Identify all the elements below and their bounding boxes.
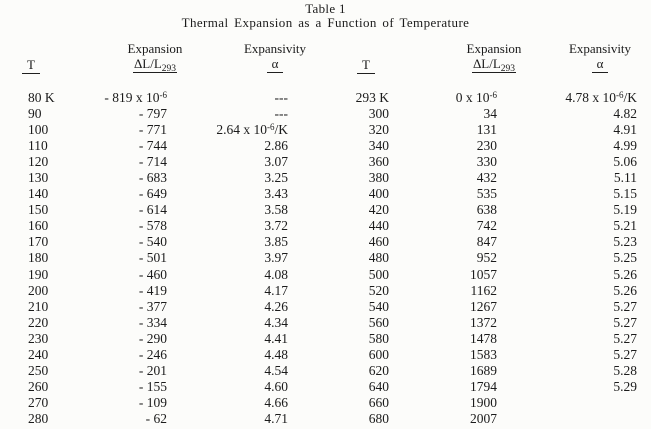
- right-expansivity-symbol-label: α: [592, 57, 609, 73]
- table-row: [28, 138, 288, 154]
- cell-temperature: 80 K: [28, 90, 55, 106]
- table-row: [28, 154, 288, 170]
- cell-expansion: - 201: [138, 362, 167, 378]
- cell-expansivity: 4.66: [264, 394, 288, 410]
- cell-expansivity: 3.72: [264, 218, 288, 234]
- cell-expansivity: ---: [274, 90, 288, 106]
- cell-temperature: 200: [28, 282, 49, 298]
- cell-expansion: 638: [476, 202, 497, 218]
- cell-expansion: 432: [476, 170, 497, 186]
- left-expansivity-header: Expansivity: [243, 41, 307, 56]
- cell-temperature: 140: [28, 186, 49, 202]
- cell-expansion: - 377: [138, 298, 167, 314]
- cell-expansivity: 4.99: [613, 138, 637, 154]
- left-expansion-header: Expansion: [127, 41, 183, 56]
- cell-temperature: 640: [368, 378, 389, 394]
- table-title: Table 1: [305, 1, 346, 16]
- table-row: [28, 347, 288, 363]
- cell-expansivity: 4.34: [264, 314, 288, 330]
- cell-expansivity: ---: [274, 106, 288, 122]
- table-row: [28, 90, 288, 106]
- cell-temperature: 250: [28, 362, 49, 378]
- cell-temperature: 280: [28, 410, 49, 426]
- right-expansivity-symbol: [550, 57, 650, 73]
- right-expansion-header: Expansion: [466, 41, 522, 56]
- cell-expansion: - 578: [138, 218, 167, 234]
- cell-expansivity: 4.17: [264, 282, 288, 298]
- cell-expansivity: 5.26: [613, 266, 637, 282]
- table-row: [28, 186, 288, 202]
- cell-temperature: 120: [28, 154, 49, 170]
- cell-expansivity: 3.07: [264, 154, 288, 170]
- cell-expansion: - 334: [138, 314, 167, 330]
- table-row: [28, 122, 288, 138]
- cell-temperature: 240: [28, 346, 49, 362]
- cell-expansion: 34: [483, 106, 497, 122]
- left-temperature-header-label: T: [22, 58, 40, 74]
- cell-expansivity: 3.97: [264, 250, 288, 266]
- table-row: [330, 202, 637, 218]
- cell-temperature: 580: [368, 330, 389, 346]
- left-expansion-symbol: [105, 57, 205, 73]
- cell-expansion: 1900: [470, 394, 497, 410]
- cell-temperature: 180: [28, 250, 49, 266]
- table-row: [330, 234, 637, 250]
- table-row: [330, 122, 637, 138]
- cell-temperature: 170: [28, 234, 49, 250]
- cell-temperature: 210: [28, 298, 49, 314]
- cell-temperature: 340: [368, 138, 389, 154]
- cell-temperature: 660: [368, 394, 389, 410]
- right-temperature-header: [352, 58, 380, 74]
- table-row: [330, 170, 637, 186]
- cell-temperature: 300: [368, 106, 389, 122]
- cell-expansivity: 5.28: [613, 362, 637, 378]
- table-row: [28, 299, 288, 315]
- table-row: [28, 250, 288, 266]
- cell-temperature: 150: [28, 202, 49, 218]
- cell-temperature: 100: [28, 122, 49, 138]
- table-row: [28, 315, 288, 331]
- cell-expansivity: 2.64 x $10^{-6}/K$: [216, 122, 288, 138]
- table-row: [28, 106, 288, 122]
- cell-temperature: 160: [28, 218, 49, 234]
- cell-expansivity: 2.86: [264, 138, 288, 154]
- cell-expansion: - 714: [138, 154, 167, 170]
- right-expansivity-header: Expansivity: [568, 41, 632, 56]
- table-row: [330, 267, 637, 283]
- cell-temperature: 320: [368, 122, 389, 138]
- cell-expansivity: 4.08: [264, 266, 288, 282]
- cell-expansivity: 3.25: [264, 170, 288, 186]
- cell-temperature: 380: [368, 170, 389, 186]
- cell-temperature: 260: [28, 378, 49, 394]
- table-row: [330, 299, 637, 315]
- cell-expansivity: 5.23: [613, 234, 637, 250]
- table-row: [330, 90, 637, 106]
- cell-expansivity: 5.19: [613, 202, 637, 218]
- table-row: [330, 411, 637, 427]
- right-temperature-header-label: T: [357, 58, 375, 74]
- cell-expansion: 0 x $10^{-6}$: [455, 90, 497, 106]
- cell-expansivity: 5.11: [613, 170, 637, 186]
- table-row: [28, 283, 288, 299]
- cell-expansivity: 4.26: [264, 298, 288, 314]
- cell-expansion: 952: [476, 250, 497, 266]
- cell-expansion: 1057: [470, 266, 497, 282]
- table-row: [330, 315, 637, 331]
- cell-expansion: 1267: [470, 298, 497, 314]
- cell-temperature: 500: [368, 266, 389, 282]
- cell-temperature: 130: [28, 170, 49, 186]
- table-row: [330, 186, 637, 202]
- table-row: [28, 267, 288, 283]
- cell-expansion: 230: [476, 138, 497, 154]
- cell-temperature: 400: [368, 186, 389, 202]
- cell-temperature: 680: [368, 410, 389, 426]
- cell-expansion: 2007: [470, 410, 497, 426]
- cell-expansivity: [497, 411, 637, 427]
- left-data-table: [28, 90, 288, 427]
- right-expansion-symbol-label: $\Delta L/L_{293}$: [472, 56, 516, 74]
- cell-expansivity: 5.26: [613, 282, 637, 298]
- table-row: [330, 154, 637, 170]
- cell-temperature: 230: [28, 330, 49, 346]
- cell-expansion: 847: [476, 234, 497, 250]
- cell-expansion: 1372: [470, 314, 497, 330]
- left-temperature-header: [19, 58, 43, 74]
- left-expansivity-symbol: [225, 57, 325, 73]
- cell-expansion: 131: [476, 122, 497, 138]
- table-row: [330, 379, 637, 395]
- cell-expansivity: 3.43: [264, 186, 288, 202]
- cell-expansivity: 3.58: [264, 202, 288, 218]
- cell-expansivity: 4.71: [264, 410, 288, 426]
- cell-temperature: 293 K: [355, 90, 389, 106]
- table-row: [28, 379, 288, 395]
- cell-expansion: 1478: [470, 330, 497, 346]
- cell-temperature: 110: [28, 138, 48, 154]
- cell-temperature: 460: [368, 234, 389, 250]
- table-row: [28, 202, 288, 218]
- cell-expansion: - 155: [138, 378, 167, 394]
- table-row: [330, 395, 637, 411]
- cell-expansion: 1583: [470, 346, 497, 362]
- cell-temperature: 270: [28, 394, 49, 410]
- cell-temperature: 600: [368, 346, 389, 362]
- cell-expansion: - 540: [138, 234, 167, 250]
- cell-expansion: - 109: [138, 394, 167, 410]
- cell-expansivity: 4.82: [613, 106, 637, 122]
- cell-expansion: - 246: [138, 346, 167, 362]
- cell-expansion: - 62: [145, 410, 167, 426]
- cell-temperature: 440: [368, 218, 389, 234]
- table-row: [28, 234, 288, 250]
- cell-expansivity: 5.06: [613, 154, 637, 170]
- cell-temperature: 560: [368, 314, 389, 330]
- cell-expansion: 1689: [470, 362, 497, 378]
- cell-expansivity: 4.54: [264, 362, 288, 378]
- cell-temperature: 520: [368, 282, 389, 298]
- cell-expansivity: 5.21: [613, 218, 637, 234]
- cell-expansion: - 744: [138, 138, 167, 154]
- cell-expansion: - 501: [138, 250, 167, 266]
- cell-temperature: 480: [368, 250, 389, 266]
- table-row: [330, 218, 637, 234]
- cell-expansivity: 5.27: [613, 314, 637, 330]
- cell-expansion: 1794: [470, 378, 497, 394]
- cell-expansivity: 4.48: [264, 346, 288, 362]
- cell-expansion: - 290: [138, 330, 167, 346]
- cell-expansion: 330: [476, 154, 497, 170]
- table-row: [28, 395, 288, 411]
- left-expansion-symbol-label: $\Delta L/L_{293}$: [133, 56, 177, 74]
- cell-temperature: 540: [368, 298, 389, 314]
- cell-expansivity: 5.27: [613, 298, 637, 314]
- cell-expansivity: 5.25: [613, 250, 637, 266]
- cell-temperature: 360: [368, 154, 389, 170]
- table-row: [28, 411, 288, 427]
- table-row: [330, 363, 637, 379]
- cell-temperature: 190: [28, 266, 49, 282]
- cell-expansivity: 5.27: [613, 346, 637, 362]
- cell-expansivity: 4.41: [264, 330, 288, 346]
- cell-expansivity: 4.60: [264, 378, 288, 394]
- cell-expansivity: 4.78 x $10^{-6}/K$: [565, 90, 637, 106]
- right-data-table: [330, 90, 637, 427]
- cell-expansivity: [497, 395, 637, 411]
- table-row: [28, 170, 288, 186]
- table-subtitle: Thermal Expansion as a Function of Temperature: [181, 15, 470, 30]
- cell-expansivity: 5.27: [613, 330, 637, 346]
- table-row: [330, 250, 637, 266]
- cell-expansion: - 683: [138, 170, 167, 186]
- table-row: [330, 347, 637, 363]
- cell-expansion: - 460: [138, 266, 167, 282]
- cell-expansion: 1162: [470, 282, 497, 298]
- cell-expansivity: 5.15: [613, 186, 637, 202]
- table-row: [330, 106, 637, 122]
- cell-expansion: 742: [476, 218, 497, 234]
- table-row: [28, 218, 288, 234]
- cell-expansivity: 4.91: [613, 122, 637, 138]
- cell-temperature: 220: [28, 314, 49, 330]
- table-row: [28, 331, 288, 347]
- cell-expansion: 535: [476, 186, 497, 202]
- table-row: [330, 283, 637, 299]
- table-row: [330, 331, 637, 347]
- cell-temperature: 420: [368, 202, 389, 218]
- left-expansivity-symbol-label: α: [267, 57, 284, 73]
- table-row: [330, 138, 637, 154]
- cell-expansivity: 3.85: [264, 234, 288, 250]
- cell-expansion: - 797: [138, 106, 167, 122]
- table-row: [28, 363, 288, 379]
- cell-expansion: - 419: [138, 282, 167, 298]
- cell-expansion: - 771: [138, 122, 167, 138]
- cell-expansivity: 5.29: [613, 378, 637, 394]
- cell-temperature: 90: [28, 106, 42, 122]
- cell-expansion: - 819 x $10^{-6}$: [104, 90, 167, 106]
- right-expansion-symbol: [444, 57, 544, 73]
- cell-expansion: - 614: [138, 202, 167, 218]
- cell-expansion: - 649: [138, 186, 167, 202]
- cell-temperature: 620: [368, 362, 389, 378]
